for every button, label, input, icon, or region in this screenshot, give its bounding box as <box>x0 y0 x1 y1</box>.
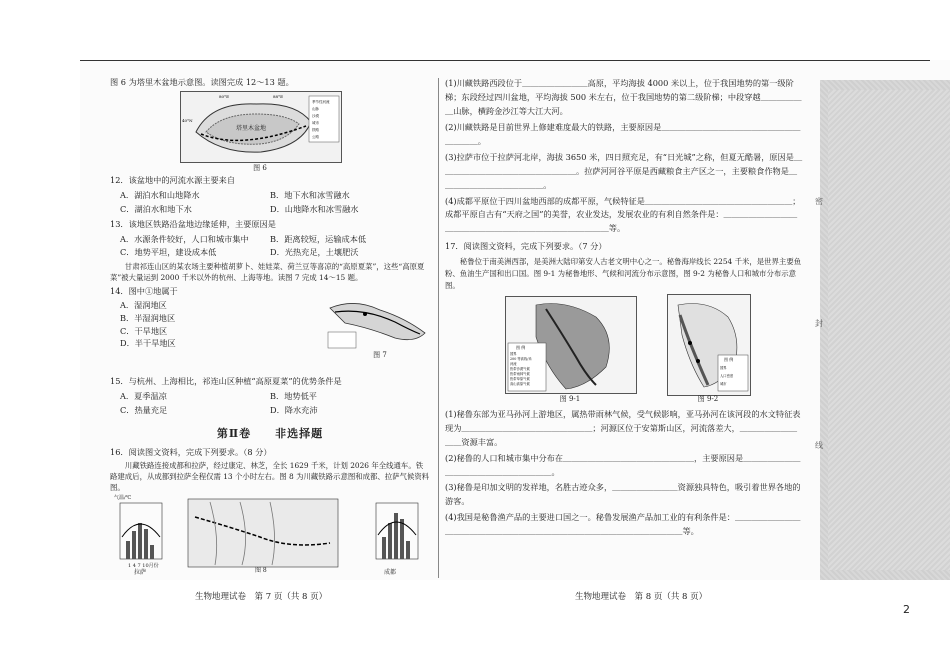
option[interactable]: B．距离较短，运输成本低 <box>270 233 367 244</box>
qilian-map <box>325 288 435 350</box>
option[interactable]: A．水源条件较好，人口和城市集中 <box>120 233 249 244</box>
question-17: 17．阅读图文资料，完成下列要求。（7 分） <box>445 241 607 252</box>
q17-2: (2)秘鲁的人口和城市集中分布在＿＿＿＿＿＿＿＿＿＿＿＿＿＿＿＿，主要原因是＿＿＿＿＿＿＿＿＿＿＿＿＿＿＿＿＿＿＿＿。 <box>445 452 801 477</box>
top-rule <box>80 60 930 61</box>
footer-left: 生物地理试卷 第 7 页（共 8 页） <box>195 592 328 602</box>
q16-2: (2)川藏铁路是目前世界上修建难度最大的铁路，主要原因是＿＿＿＿＿＿＿＿＿＿＿＿＿＿＿＿＿＿＿＿＿。 <box>445 121 801 146</box>
left-column <box>110 75 430 577</box>
seal-char-3: 线 <box>815 441 823 450</box>
legend-item: 山脉 <box>312 106 319 111</box>
climate-ylabel-left: 气温/℃ <box>114 494 132 501</box>
q16-3: (3)拉萨市位于拉萨河北岸，海拔 3650 米，四日照充足，有“日光城”之称，但夏无酷暑，原因是＿＿＿＿＿＿＿＿＿＿＿＿＿＿＿＿＿。拉萨河河谷平原是西藏粮食主产区之一，主要粮食作物是＿＿＿＿＿＿＿＿＿＿＿＿＿。 <box>445 151 803 190</box>
figure-9-2 <box>667 294 751 396</box>
binding-strip-inner <box>828 90 950 570</box>
passage-14-15: 甘肃祁连山区的某农场主要种植胡萝卜、娃娃菜、荷兰豆等喜凉的“高原夏菜”，这些“高原夏菜”被大量运到 2000 千米以外的杭州、上海等地。读图 7 完成 14～15 题。 <box>110 262 425 283</box>
option[interactable]: B．地势低平 <box>270 390 317 401</box>
legend-item: 季节性河流 <box>312 99 330 104</box>
lon-label: 80°E <box>219 93 230 99</box>
figure-9-1 <box>505 296 637 394</box>
fig7-caption: 图 7 <box>373 350 387 359</box>
option[interactable]: A．湖泊水和山地降水 <box>120 189 200 200</box>
basin-label: 塔里木盆地 <box>236 124 267 132</box>
fig8-graphic <box>110 494 430 573</box>
legend-item: 铁路 <box>312 127 319 132</box>
legend-item: 热带草原气候 <box>510 376 530 381</box>
legend-item: 热带沙漠气候 <box>510 366 530 371</box>
legend-item: 公路 <box>312 134 319 139</box>
option[interactable]: C．湖泊水和地下水 <box>120 203 192 214</box>
q14-q15-block <box>110 286 430 374</box>
legend-item: 城市 <box>312 120 319 125</box>
fig8-caption: 图 8 <box>255 566 267 574</box>
legend-item: 国界 <box>510 351 517 356</box>
question-15: 15．与杭州、上海相比，祁连山区种植“高原夏菜”的优势条件是 <box>110 375 342 386</box>
q16-passage: 川藏铁路连接成都和拉萨，经过康定、林芝，全长 1629 千米，计划 2026 年全线通车。铁路建成后，从成都到拉萨全程仅需 13 个小时左右。图 8 为川藏铁路示意图和成都、拉萨气候资料图。 <box>110 461 430 492</box>
page-number: 2 <box>903 603 910 616</box>
chengdu-label: 成都 <box>384 568 397 576</box>
option[interactable]: A．湿润地区 <box>120 299 167 310</box>
lat-label: 40°N <box>182 117 193 123</box>
option[interactable]: C．干旱地区 <box>120 325 168 336</box>
legend-item: 200 等高线/米 <box>510 356 532 361</box>
option[interactable]: B．地下水和冰雪融水 <box>270 189 350 200</box>
fig6-caption: 图 6 <box>253 163 267 172</box>
q16-4: (4)成都平原位于四川盆地西部的成都平原，气候特征是＿＿＿＿＿＿＿＿＿＿＿＿＿＿＿＿＿＿；成都平原自古有“天府之国”的美誉，农业发达，发展农业的有利自然条件是：＿＿＿＿＿＿＿＿＿＿＿＿＿＿＿＿＿＿＿＿＿＿＿＿＿＿＿＿＿等。 <box>445 195 801 234</box>
q13-options <box>110 233 430 261</box>
legend-item: 城市 <box>720 381 727 386</box>
option[interactable]: D．降水充沛 <box>270 404 318 415</box>
option[interactable]: C．热量充足 <box>120 404 168 415</box>
q17-1: (1)秘鲁东部为亚马孙河上游地区，属热带雨林气候，受气候影响，亚马孙河在该河段的水文特征表现为＿＿＿＿＿＿＿＿＿＿＿＿＿＿＿＿；河源区位于安第斯山区，河流落差大，＿＿＿＿＿＿＿＿＿资源丰富。 <box>445 408 801 447</box>
seal-char-2: 封 <box>815 319 823 328</box>
q15-options <box>110 390 430 418</box>
q17-passage: 秘鲁位于南美洲西部，是美洲大陆印第安人古老文明中心之一。秘鲁海岸线长 2254 千米，是世界主要鱼粉、鱼油生产国和出口国。图 9-1 为秘鲁地形、气候和河流分布示意图，图 9-2 为秘鲁人口和城市分布示意图。 <box>445 257 802 290</box>
tarim-map <box>181 92 341 162</box>
figure-6 <box>180 91 342 163</box>
figure-7 <box>325 288 435 350</box>
lhasa-label: 拉萨 <box>134 568 147 576</box>
legend-title: 图 例 <box>724 356 734 362</box>
option[interactable]: C．地势平坦，建设成本低 <box>120 247 217 258</box>
lon-label: 88°E <box>273 93 284 99</box>
q17-4: (4)我国是秘鲁渔产品的主要进口国之一。秘鲁发展渔产品加工业的有利条件是：＿＿＿＿＿＿＿＿＿＿＿＿＿＿＿＿＿＿＿＿＿＿＿＿＿＿＿＿＿＿＿＿＿＿＿＿＿等。 <box>445 512 801 537</box>
intro-fig6: 图 6 为塔里木盆地示意图。读图完成 12～13 题。 <box>110 77 294 87</box>
legend-item: 人口密度 <box>720 373 734 378</box>
figure-9 <box>445 294 805 406</box>
q14-text-block <box>110 286 310 350</box>
legend-title: 图 例 <box>516 344 526 350</box>
question-12: 12．该盆地中的河流水源主要来自 <box>110 175 236 186</box>
question-16: 16．阅读图文资料，完成下列要求。（8 分） <box>110 447 272 458</box>
option[interactable]: D．山地降水和冰雪融水 <box>270 203 359 214</box>
right-column <box>445 75 805 541</box>
option[interactable]: B．半湿润地区 <box>120 312 176 323</box>
option[interactable]: D．光热充足，土壤肥沃 <box>270 247 359 258</box>
q14-options <box>110 300 310 351</box>
fig9-1-caption: 图 9-1 <box>559 394 581 403</box>
q16-1: (1)川藏铁路西段位于＿＿＿＿＿＿＿＿高原，平均海拔 4000 米以上，位于我国地势的第一级阶梯；东段经过四川盆地，平均海拔 500 米左右，位于我国地势的第二级阶梯；中段穿越＿＿＿＿＿＿山脉，横跨金沙江等大江大河。 <box>445 78 802 116</box>
fig9-2-caption: 图 9-2 <box>697 394 719 403</box>
option[interactable]: A．夏季温凉 <box>120 390 167 401</box>
legend-item: 沙漠 <box>312 113 319 118</box>
question-13: 13．该地区铁路沿盆地边缘延伸，主要原因是 <box>110 218 276 229</box>
peru-population-map <box>668 295 750 395</box>
figure-8 <box>110 494 430 577</box>
legend-item: 高山高原气候 <box>510 381 530 386</box>
option[interactable]: D．半干旱地区 <box>120 338 176 349</box>
question-14: 14．图中①地属于 <box>110 285 178 296</box>
q12-options <box>110 189 430 217</box>
legend-item: 热带雨林气候 <box>510 371 530 376</box>
seal-char-1: 密 <box>815 197 823 206</box>
legend-item: 河流 <box>510 361 517 366</box>
legend-item: 国界 <box>720 365 727 370</box>
section-title: 第Ⅱ卷 非选择题 <box>216 426 324 440</box>
column-divider <box>438 78 439 578</box>
peru-terrain-map <box>506 297 636 393</box>
footer-right: 生物地理试卷 第 8 页（共 8 页） <box>575 592 708 602</box>
q17-3: (3)秘鲁是印加文明的发祥地，名胜古迹众多，＿＿＿＿＿＿＿＿资源独具特色，吸引着世界各地的游客。 <box>445 482 801 507</box>
climate-xlabel: 1 4 7 10月份 <box>128 562 159 569</box>
